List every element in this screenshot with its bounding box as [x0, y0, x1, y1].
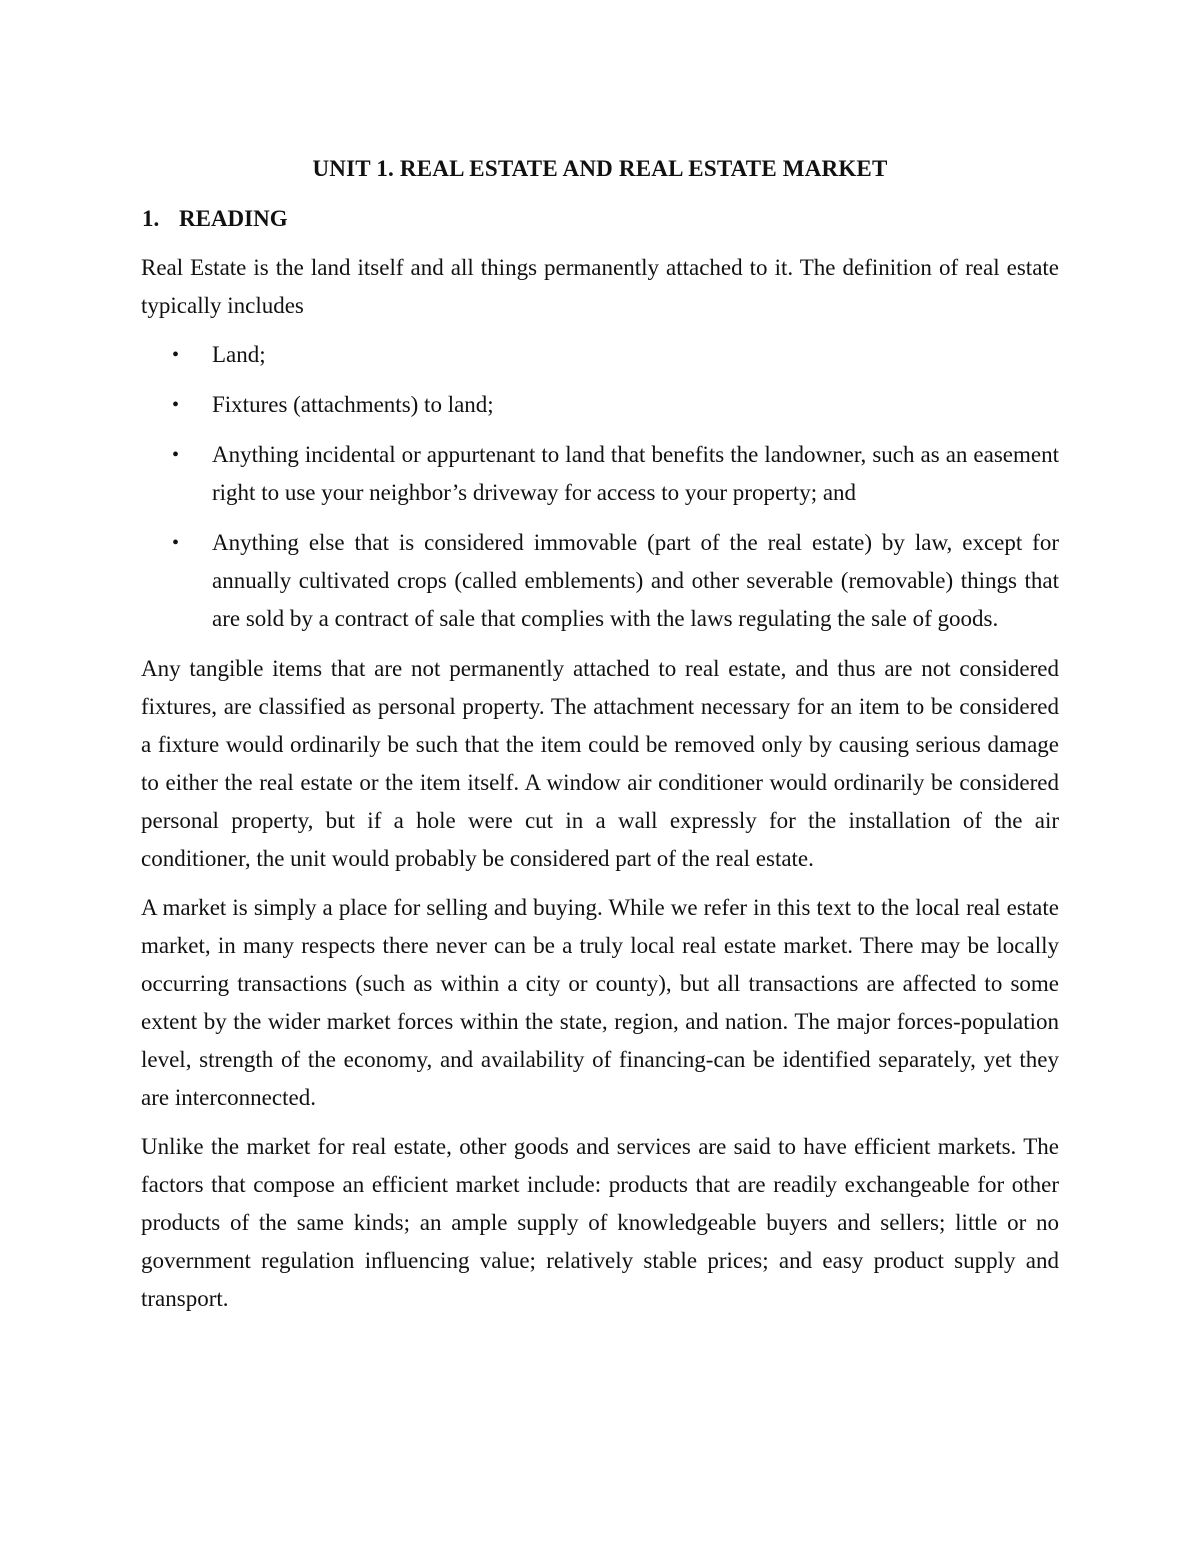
list-item-text: Land; — [212, 342, 266, 367]
bullet-icon: • — [172, 532, 180, 554]
section-heading — [141, 200, 1059, 238]
list-item — [141, 436, 1059, 512]
bullet-icon: • — [172, 344, 180, 366]
body-paragraph-efficient-markets: Unlike the market for real estate, other goods and services are said to have efficient markets. The factors that compose an efficient market include: products that are readily exchangeable for other products of the same kinds; an ample supply of knowledgeable buyers and sellers; little or no government regulation influencing value; relatively stable prices; and easy product supply and transport. — [141, 1134, 1059, 1311]
list-item-text: Anything else that is considered immovable (part of the real estate) by law, except for annually cultivated crops (called emblements) and other severable (removable) things that are sold by a contract of sale that complies with the laws regulating the sale of goods. — [212, 530, 1059, 631]
bullet-icon: • — [172, 444, 180, 466]
list-item — [141, 386, 1059, 424]
body-paragraph-market: A market is simply a place for selling and buying. While we refer in this text to the local real estate market, in many respects there never can be a truly local real estate market. There may be locally occurring transactions (such as within a city or county), but all transactions are affected to some extent by the wider market forces within the state, region, and nation. The major forces-population level, strength of the economy, and availability of financing-can be identified separately, yet they are interconnected. — [141, 895, 1059, 1110]
list-item — [141, 524, 1059, 638]
section-number: 1. — [142, 206, 160, 231]
unit-title: UNIT 1. REAL ESTATE AND REAL ESTATE MARKET — [312, 156, 888, 181]
body-paragraph-fixtures: Any tangible items that are not permanently attached to real estate, and thus are not considered fixtures, are classified as personal property. The attachment necessary for an item to be considered a fixture would ordinarily be such that the item could be removed only by causing serious damage to either the real estate or the item itself. A window air conditioner would ordinarily be considered personal property, but if a hole were cut in a wall expressly for the installation of the air conditioner, the unit would probably be considered part of the real estate. — [141, 656, 1059, 871]
document-body — [141, 150, 1059, 1329]
list-item-text: Fixtures (attachments) to land; — [212, 392, 494, 417]
list-item-text: Anything incidental or appurtenant to land that benefits the landowner, such as an easement right to use your neighbor’s driveway for access to your property; and — [212, 442, 1059, 505]
intro-paragraph: Real Estate is the land itself and all things permanently attached to it. The definition of real estate typically includes — [141, 255, 1059, 318]
list-item — [141, 336, 1059, 374]
definition-list — [141, 336, 1059, 638]
bullet-icon: • — [172, 394, 180, 416]
section-title: READING — [179, 206, 288, 231]
